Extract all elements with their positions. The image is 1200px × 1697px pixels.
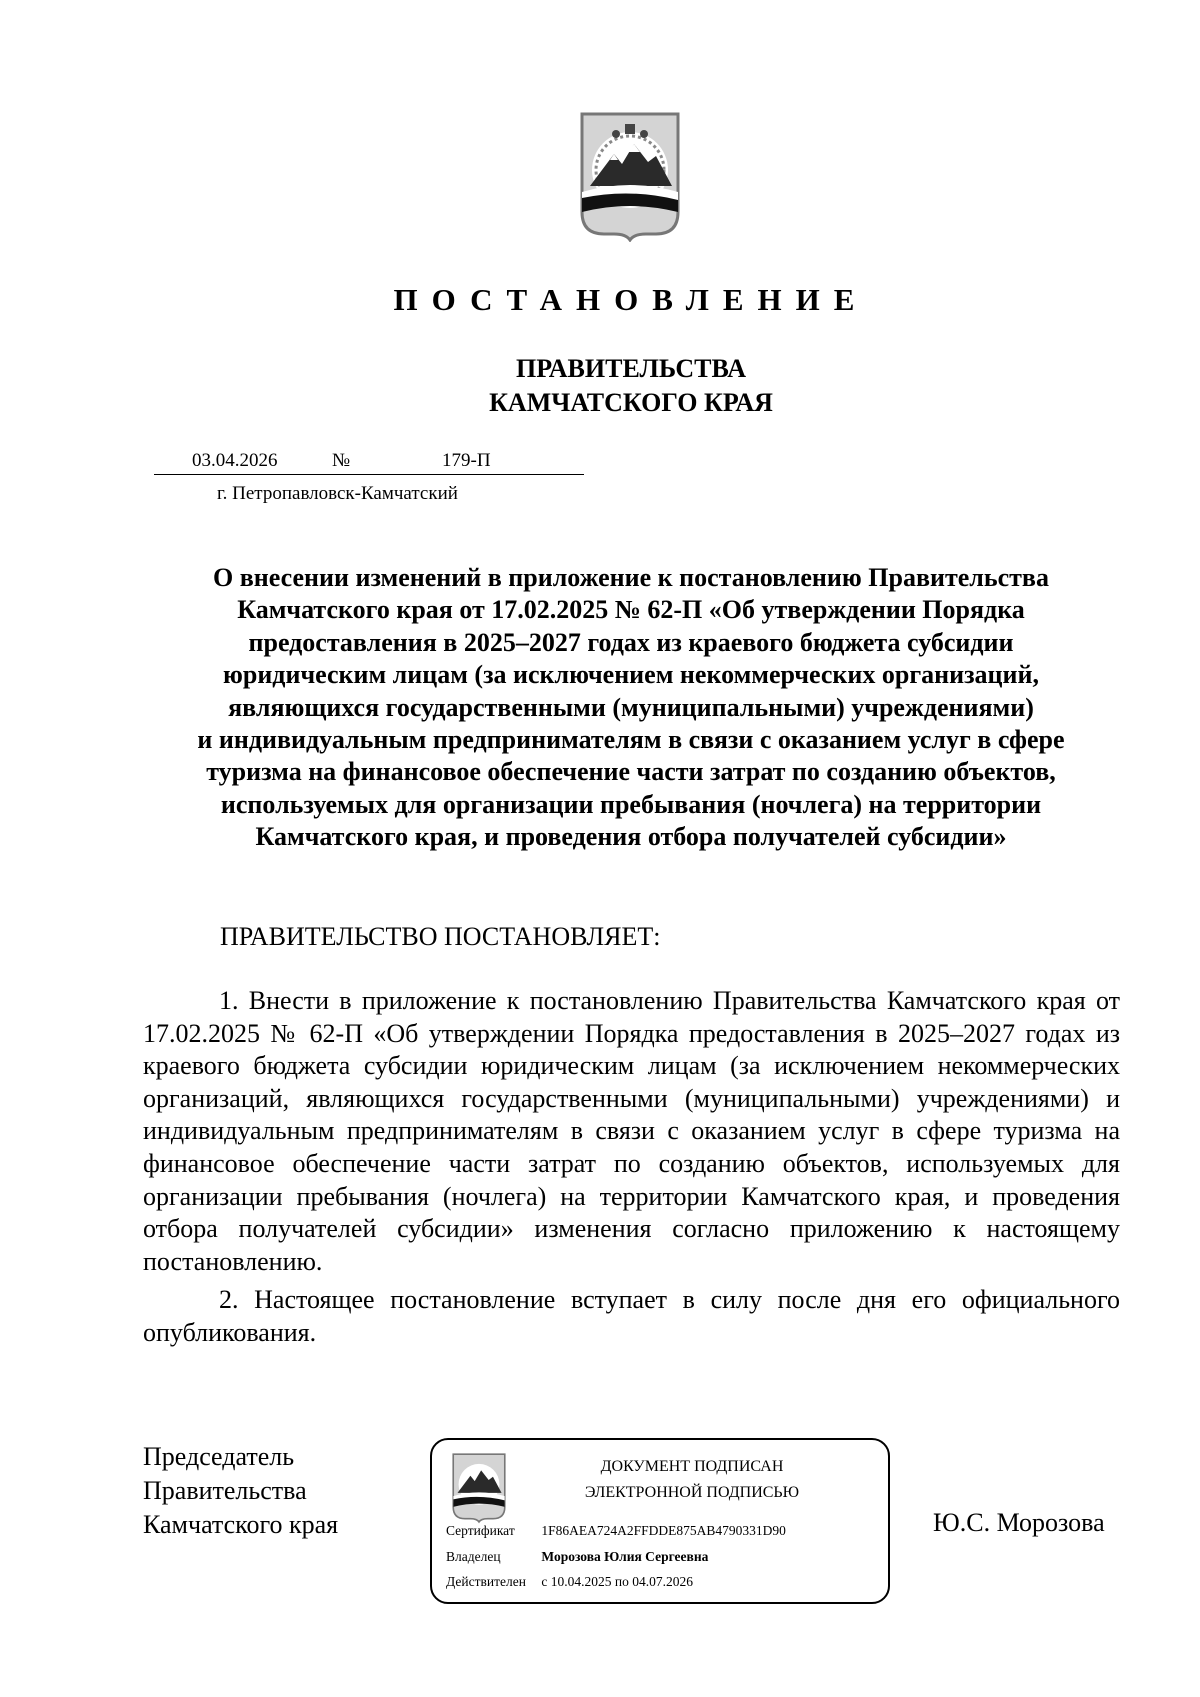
subject-line: являющихся государственными (муниципальными) учреждениями) <box>228 692 1034 722</box>
document-type-title: ПОСТАНОВЛЕНИЕ <box>393 282 869 317</box>
owner-label: Владелец <box>446 1549 501 1564</box>
owner-value: Морозова Юлия Сергеевна <box>541 1549 709 1564</box>
subject-line: предоставления в 2025–2027 годах из краевого бюджета субсидии <box>248 627 1014 657</box>
stamp-title-line: ЭЛЕКТРОННОЙ ПОДПИСЬЮ <box>584 1484 800 1501</box>
certificate-label: Сертификат <box>446 1523 515 1538</box>
registration-line <box>154 450 584 475</box>
stamp-certificate-row <box>446 1523 786 1539</box>
document-subject <box>120 562 1142 854</box>
document-number: 179-П <box>442 450 491 471</box>
stamp-owner-row <box>446 1549 708 1565</box>
number-sign: № <box>332 450 351 471</box>
document-date: 03.04.2026 <box>192 450 278 471</box>
validity-label: Действителен <box>446 1574 526 1589</box>
subject-line: юридическим лицам (за исключением некоммерческих организаций, <box>223 660 1039 690</box>
subject-line: и индивидуальным предпринимателям в связи с оказанием услуг в сфере <box>197 725 1065 755</box>
signer-position-line: Камчатского края <box>143 1510 339 1539</box>
validity-value: с 10.04.2025 по 04.07.2026 <box>541 1574 693 1589</box>
signer-position-line: Правительства <box>143 1476 307 1505</box>
issuer-line-2: КАМЧАТСКОГО КРАЯ <box>489 388 773 417</box>
subject-line: туризма на финансовое обеспечение части затрат по созданию объектов, <box>206 757 1056 787</box>
document-place: г. Петропавловск-Камчатский <box>217 483 458 504</box>
stamp-title-line: ДОКУМЕНТ ПОДПИСАН <box>600 1458 784 1475</box>
subject-line: Камчатского края от 17.02.2025 № 62-П «Об утверждении Порядка <box>237 595 1025 625</box>
subject-line: Камчатского края, и проведения отбора получателей субсидии» <box>255 822 1007 852</box>
kamchatka-coat-of-arms-icon <box>576 108 684 242</box>
stamp-validity-row <box>446 1574 693 1590</box>
resolution-heading: ПРАВИТЕЛЬСТВО ПОСТАНОВЛЯЕТ: <box>220 922 661 951</box>
certificate-value: 1F86AEA724A2FFDDE875AB4790331D90 <box>541 1523 786 1538</box>
issuer-heading <box>0 352 1200 420</box>
signer-name: Ю.С. Морозова <box>933 1508 1105 1537</box>
body-paragraph-2: 2. Настоящее постановление вступает в силу после дня его официального опубликования. <box>143 1285 1120 1347</box>
body-paragraph-1: 1. Внести в приложение к постановлению Правительства Камчатского края от 17.02.2025 № 62-П «Об утверждении Порядка предоставления в 2025–2027 годах из краевого бюджета субсидии юридическим лицам (за исключением некоммерческих организаций, являющихся государственными (муниципальными) учреждениями) и индивидуальным предпринимателям в связи с оказанием услуг в сфере туризма на финансовое обеспечение части затрат по созданию объектов, используемых для организации пребывания (ночлега) на территории Камчатского края, и проведения отбора получателей субсидии» изменения согласно приложению к настоящему постановлению. <box>143 986 1120 1276</box>
signer-position-line: Председатель <box>143 1442 295 1471</box>
subject-line: О внесении изменений в приложение к постановлению Правительства <box>213 563 1049 592</box>
electronic-signature-stamp <box>430 1438 890 1604</box>
subject-line: используемых для организации пребывания (ночлега) на территории <box>220 789 1042 819</box>
signer-position <box>143 1440 338 1542</box>
issuer-line-1: ПРАВИТЕЛЬСТВА <box>516 354 746 383</box>
